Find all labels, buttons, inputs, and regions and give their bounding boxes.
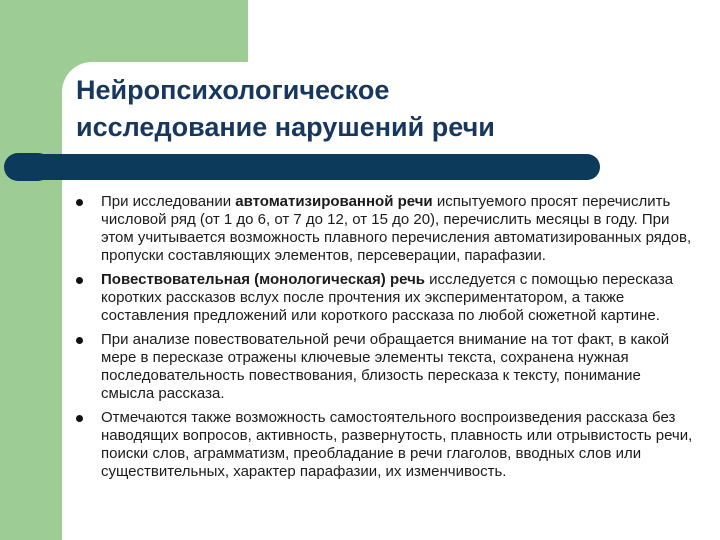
item-1-prefix: При исследовании bbox=[101, 193, 236, 210]
list-item bbox=[76, 331, 694, 403]
title-line-1: Нейропсихологическое bbox=[76, 75, 390, 105]
bullet-icon bbox=[76, 199, 83, 206]
background-green-strip bbox=[0, 0, 62, 540]
list-item bbox=[76, 193, 694, 265]
item-4-text: Отмечаются также возможность самостоятельного воспроизведения рассказа без наводящих вопросов, активность, развернутость, плавность или отрывистость речи, поиски слов, аграмматизм, преобладание в речи глаголов, вводных слов или существительных, характер парафазии, их изменчивость. bbox=[101, 409, 693, 480]
bullet-icon bbox=[76, 337, 83, 344]
list-item bbox=[76, 409, 694, 481]
slide-title bbox=[76, 72, 676, 146]
item-1-suffix: испытуемого просят перечислить числовой ряд (от 1 до 6, от 7 до 12, от 15 до 20), перечислить месяцы в году. При этом учитывается возможность плавного перечисления автоматизированных рядов, пропуски составляющих элементов, персеверации, парафазии. bbox=[101, 193, 692, 264]
list-item bbox=[76, 271, 694, 325]
bullet-icon bbox=[76, 415, 83, 422]
item-2-bold: Повествовательная (монологическая) речь bbox=[101, 271, 426, 288]
item-3-text: При анализе повествовательной речи обращается внимание на тот факт, в какой мере в пересказе отражены ключевые элементы текста, сохранена нужная последовательность повествования, близость пересказа к тексту, понимание смысла рассказа. bbox=[101, 331, 670, 402]
item-2-suffix: исследуется с помощью пересказа коротких рассказов вслух после прочтения их экспериментатором, а также составления предложений или короткого рассказа по любой сюжетной картине. bbox=[101, 271, 674, 324]
bullet-icon bbox=[76, 277, 83, 284]
item-1-bold: автоматизированной речи bbox=[235, 193, 433, 210]
title-divider-bar bbox=[14, 154, 600, 180]
bullet-list bbox=[76, 193, 694, 487]
title-line-2: исследование нарушений речи bbox=[76, 112, 495, 142]
